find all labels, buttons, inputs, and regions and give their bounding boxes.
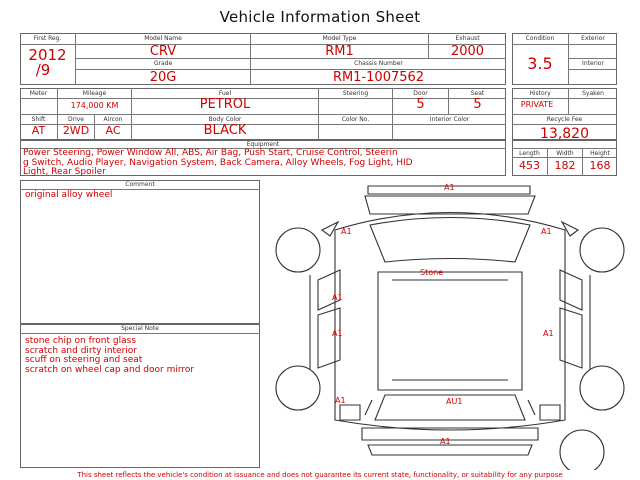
- drive-value: 2WD: [62, 124, 90, 137]
- exhaust-header: Exhaust: [455, 35, 480, 42]
- fuel-header: Fuel: [218, 90, 232, 97]
- width-header: Width: [556, 150, 574, 157]
- mileage-value: 174,000 KM: [70, 101, 119, 110]
- disclaimer-footer: This sheet reflects the vehicle's condition at issuance and does not guarantee its current state, functionality, or suitability for any purpose: [77, 471, 563, 479]
- spare-wheel: [560, 430, 604, 470]
- label-left-rear: A1: [335, 396, 346, 405]
- car-damage-diagram: [265, 180, 625, 470]
- model-name-header: Model Name: [144, 35, 182, 42]
- condition-value: 3.5: [527, 54, 553, 73]
- equipment-text: [23, 149, 505, 178]
- first-reg-header: First Reg.: [33, 35, 62, 42]
- comment-header: Comment: [125, 181, 155, 188]
- exterior-header: Exterior: [581, 35, 605, 42]
- label-front-bumper: A1: [444, 183, 455, 192]
- model-type-header: Model Type: [322, 35, 357, 42]
- height-header: Height: [590, 150, 610, 157]
- shift-header: Shift: [31, 116, 46, 123]
- seat-header: Seat: [470, 90, 485, 97]
- interior-color-header: Interior Color: [429, 116, 470, 123]
- aircon-header: Aircon: [103, 116, 123, 123]
- label-right-front: A1: [541, 227, 552, 236]
- history-header: History: [529, 90, 551, 97]
- comment-box: [20, 180, 260, 324]
- model-name-value: CRV: [149, 44, 177, 59]
- front-left-wheel: [276, 228, 320, 272]
- rear-right-wheel: [580, 366, 624, 410]
- label-windshield: Stone: [420, 268, 444, 277]
- label-rear-bumper: A1: [440, 437, 451, 446]
- special-note-item: stone chip on front glass: [25, 336, 137, 346]
- drive-header: Drive: [68, 116, 84, 123]
- condition-header: Condition: [525, 35, 555, 42]
- door-header: Door: [413, 90, 428, 97]
- grade-value: 20G: [149, 70, 177, 85]
- rear-left-wheel: [276, 366, 320, 410]
- syaken-header: Syaken: [582, 90, 604, 97]
- chassis-number-header: Chassis Number: [354, 60, 403, 67]
- width-value: 182: [554, 159, 576, 172]
- label-left-front: A1: [341, 227, 352, 236]
- grade-header: Grade: [153, 60, 173, 67]
- label-rear-gate: AU1: [446, 397, 463, 406]
- body-color-value: BLACK: [203, 123, 247, 138]
- sheet-title: Vehicle Information Sheet: [219, 8, 421, 26]
- shift-value: AT: [31, 124, 46, 137]
- recycle-fee-value: 13,820: [540, 126, 589, 142]
- equipment-line: Power Steering, Power Window All, ABS, Air Bag, Push Start, Cruise Control, Steerin: [23, 148, 398, 158]
- special-note-item: scratch on wheel cap and door mirror: [25, 364, 195, 375]
- length-value: 453: [519, 159, 540, 172]
- exhaust-value: 2000: [450, 44, 485, 59]
- mileage-header: Mileage: [82, 90, 107, 97]
- steering-header: Steering: [342, 90, 369, 97]
- special-note-list: [25, 337, 194, 375]
- comment-text: original alloy wheel: [25, 190, 113, 200]
- door-value: 5: [416, 97, 425, 112]
- interior-header: Interior: [582, 60, 604, 67]
- label-left-door-rear: A1: [332, 329, 343, 338]
- front-right-wheel: [580, 228, 624, 272]
- label-left-door-front: A1: [332, 293, 343, 302]
- color-no-header: Color No.: [341, 116, 370, 123]
- length-header: Length: [519, 150, 540, 157]
- special-note-header: Special Note: [121, 325, 159, 332]
- equipment-header: Equipment: [246, 141, 280, 148]
- equipment-line: g Switch, Audio Player, Navigation System, Back Camera, Alloy Wheels, Fog Light, HID: [23, 157, 413, 168]
- history-value: PRIVATE: [520, 100, 554, 109]
- special-note-item: scratch and dirty interior: [25, 345, 137, 356]
- aircon-value: AC: [105, 124, 121, 137]
- meter-header: Meter: [29, 90, 48, 97]
- fuel-value: PETROL: [199, 97, 251, 112]
- height-value: 168: [589, 159, 611, 172]
- first-reg-month: /9: [35, 61, 51, 79]
- special-note-item: scuff on steering and seat: [25, 355, 143, 366]
- equipment-line: Light, Rear Spoiler: [23, 167, 106, 178]
- body-color-header: Body Color: [208, 116, 242, 123]
- model-type-value: RM1: [325, 44, 354, 59]
- seat-value: 5: [473, 97, 482, 112]
- label-right-door: A1: [543, 329, 554, 338]
- chassis-number-value: RM1-1007562: [332, 70, 425, 85]
- recycle-fee-header: Recycle Fee: [546, 116, 583, 123]
- first-reg-year: 2012: [28, 46, 67, 64]
